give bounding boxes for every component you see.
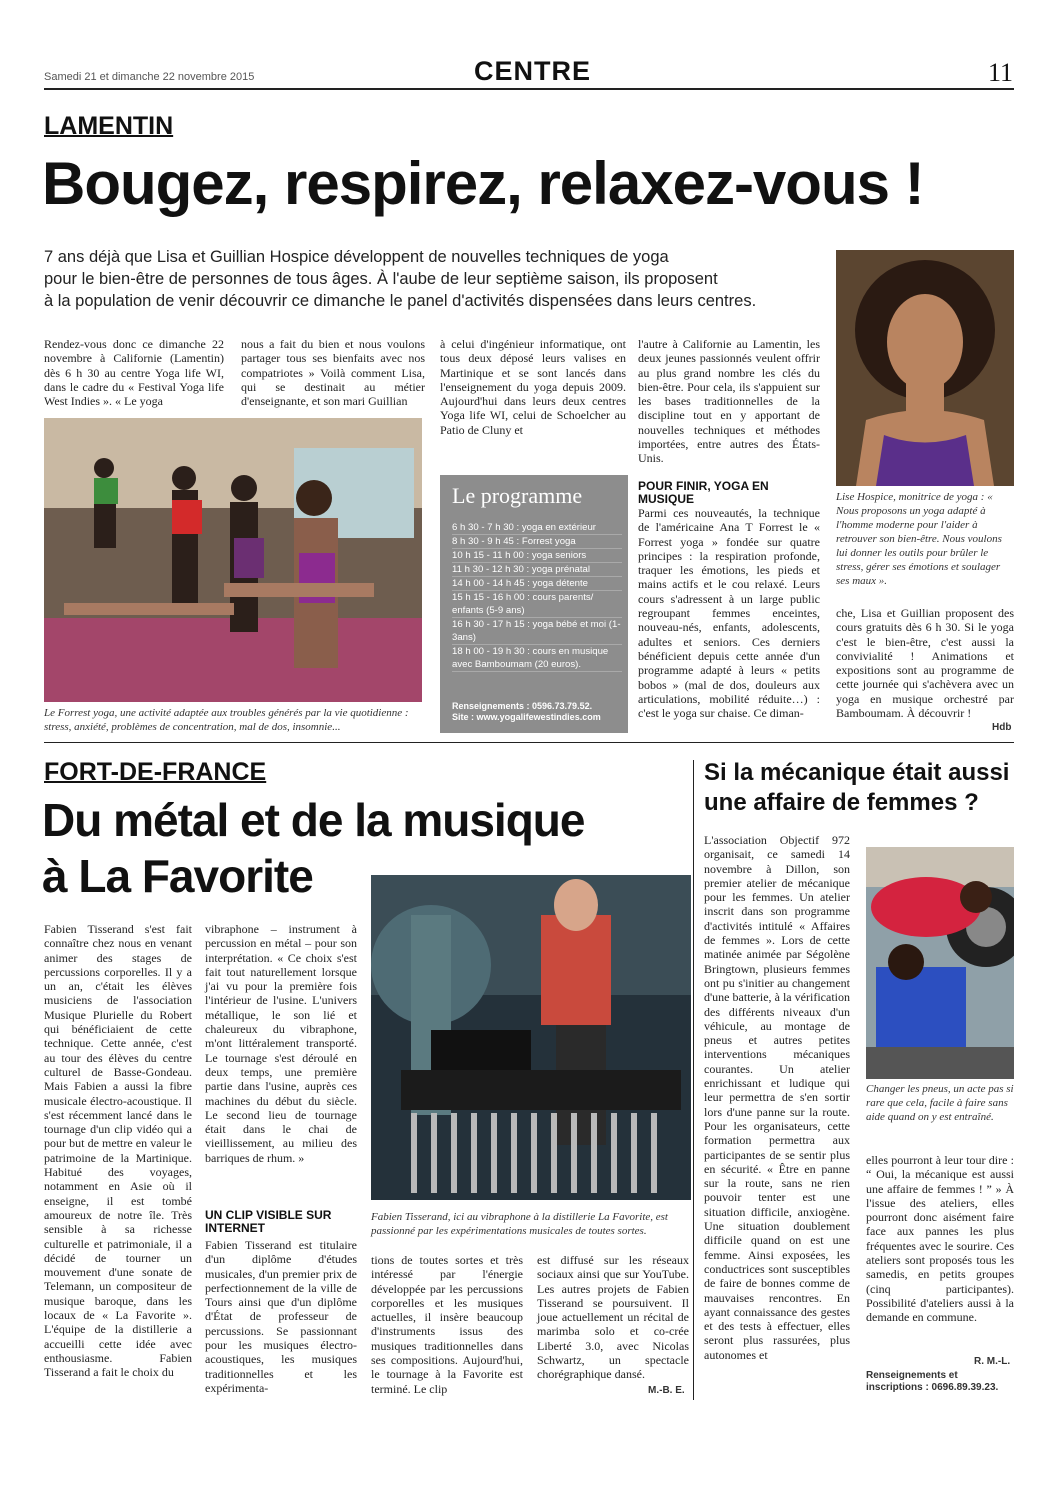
program-item: 11 h 30 - 12 h 30 : yoga prénatal [452,563,622,577]
issue-date: Samedi 21 et dimanche 22 novembre 2015 [44,71,255,83]
header-rule [44,88,1014,90]
portrait-illustration [836,250,1014,486]
program-site: Site : www.yogalifewestindies.com [452,712,601,722]
lead-line: 7 ans déjà que Lisa et Guillian Hospice développent de nouvelles techniques de yoga [44,248,669,266]
article3-col1: L'association Objectif 972 organisait, ce samedi 14 novembre à Dillon, son premier atelier de mécanique pour les femmes. Un atelier inscrit dans son programme d'activités intitulé « Affaires de femmes ». Lors de cette matinée animée par Ségolène Bringtown, plusieurs femmes ont pu s'initier au changement d'une batterie, à la vérification des différents niveaux d'un véhicule, au montage de pneus et autres petites interventions mécaniques courantes. Un atelier enrichissant et ludique qui leur permettra de s'en sortir lors d'une panne sur la route. Pour les organisateurs, cette formation permettra aux participantes de se sentir plus en sécurité. « Être en panne sur la route, sans ne rien pouvoir tenter est une situation difficile, anxiogène. Une situation doublement difficile quand on est une femme. Ainsi exposées, les conductrices sont susceptibles de faire de bonnes comme de mauvaises rencontres. En ayant connaissance des gestes et des tests à effectuer, elles seront plus rassurées, plus autonomes et [704,833,850,1362]
program-item: 18 h 00 - 19 h 30 : cours en musique avec Bamboumam (20 euros). [452,645,622,672]
portrait-caption: Lise Hospice, monitrice de yoga : « Nous proposons un yoga adapté à l'homme moderne pour l'aider à retrouver son bien-être. Nous voulons lui donner les outils pour brûler le stress, gérer ses émotions et soulager ses maux ». [836,491,1002,587]
lead-line: pour le bien-être de personnes de tous âges. À l'aube de leur septième saison, ils proposent [44,270,718,288]
article2-col2b: Fabien Tisserand est titulaire d'un diplôme d'études musicales, d'un premier prix de perfectionnement de la ville de Tours ainsi que d'un diplôme d'État de professeur de percussions. Se passionnant pour les musiques électro-acoustiques, les musiques traditionnelles et les expérimenta- [205,1238,357,1395]
article3-col2: elles pourront à leur tour dire : “ Oui, la mécanique est aussi une affaire de femmes ! ” » À l'issue des ateliers, elles pourront donc aisément faire face aux pannes les plus fréquentes avec le sourire. Ces ateliers sont proposés tous les samedis, en petits groupes (cinq participantes). Possibilité d'ateliers aussi à la demande en commune. [866,1153,1014,1325]
section-rule [44,742,1014,743]
yoga-class-photo [44,418,422,702]
article2-subhead: UN CLIP VISIBLE SUR INTERNET [205,1208,332,1235]
article3-headline-line1: Si la mécanique était aussi [704,759,1010,786]
article1-col5: che, Lisa et Guillian proposent des cours gratuits dès 6 h 30. Si le yoga c'est le bien-être, c'est aussi la convivialité ! Animations et expositions sont au programme de cette journée qui s'achèvera avec un yoga en musique orchestré par Bamboumam. À découvrir ! [836,606,1014,721]
mechanics-caption: Changer les pneus, un acte pas si rare que cela, facile à faire sans aide quand on y est entraîné. [866,1083,1014,1123]
article1-kicker: LAMENTIN [44,112,174,140]
program-item: 14 h 00 - 14 h 45 : yoga détente [452,577,622,591]
program-contact [452,701,601,723]
article2-signature: M.-B. E. [648,1385,685,1396]
vibraphone-caption: Fabien Tisserand, ici au vibraphone à la distillerie La Favorite, est passionné par les expérimentations musicales de toutes sortes. [371,1211,668,1237]
article1-subhead: POUR FINIR, YOGA EN MUSIQUE [638,479,769,506]
article1-col2: nous a fait du bien et nous voulons partager tous ses bienfaits avec nos compatriotes » Voilà comment Lisa, qui se destinait au métier d'enseignante, et son mari Guillian [241,337,425,409]
article3-info: Renseignements et inscriptions : 0696.89.39.23. [866,1370,999,1393]
yoga-photo-caption: Le Forrest yoga, une activité adaptée aux troubles générés par la vie quotidienne : stress, anxiété, problèmes de concentration, mal de dos, insomnie... [44,707,409,733]
article1-col4b: Parmi ces nouveautés, la technique de l'américaine Ana T Forrest le « Forrest yoga » fondée sur quatre principes : la respiration profonde, traquer les émotions, les pieds et mains actifs et le cou relaxé. Leurs cours s'adressent à un large public regroupant femmes enceintes, nouveau-nés, enfants, adolescents, adultes et seniors. Ces derniers bénéficient depuis cette année d'un programme adapté à leurs « petits bobos » (mal de dos, douleurs aux articulations, mobilité réduite…) : c'est le yoga sur chaise. Ce diman- [638,506,820,721]
article3-signature: R. M.-L. [974,1356,1011,1367]
article2-col3: tions de toutes sortes et très intéressé par l'énergie développée par les percussions corporelles et les musiques actuelles, il insère beaucoup d'instruments issus des musiques traditionnelles dans ses compositions. Aujourd'hui, le tournage à la Favorite est terminé. Le clip [371,1253,523,1396]
program-list [452,521,622,672]
program-title: Le programme [452,483,583,508]
vibraphone-photo [371,875,691,1200]
program-item: 15 h 15 - 16 h 00 : cours parents/ enfants (5-9 ans) [452,591,622,618]
article2-col2a: vibraphone – instrument à percussion en métal – pour son interprétation. « Ce choix s'est fait tout naturellement lorsque j'ai vu pour la première fois l'intérieur de l'usine. L'univers métallique, le son lié et chaleureux du vibraphone, m'ont littéralement transporté. Le tournage s'est déroulé en deux temps, une première partie dans l'usine, auprès ces machines du début du siècle. Le second lieu de tournage était dans le chai de vieillissement, au milieu des barriques de rhum. » [205,922,357,1165]
program-item: 6 h 30 - 7 h 30 : yoga en extérieur [452,521,622,535]
article1-headline: Bougez, respirez, relaxez-vous ! [42,150,924,217]
article1-lead [44,246,824,312]
article1-col1: Rendez-vous donc ce dimanche 22 novembre à Californie (Lamentin) dès 6 h 30 au centre Yoga life WI, dans le cadre du « Festival Yoga life West Indies ». « Le yoga [44,337,224,409]
program-item: 8 h 30 - 9 h 45 : Forrest yoga [452,535,622,549]
article2-kicker: FORT-DE-FRANCE [44,758,267,786]
portrait-photo [836,250,1014,486]
lead-line: à la population de venir découvrir ce dimanche le panel d'activités dispensées dans leurs centres. [44,292,757,310]
program-item: 10 h 15 - 11 h 00 : yoga seniors [452,549,622,563]
article3-headline [704,758,1009,818]
program-box [440,475,628,733]
article1-col4a: l'autre à Californie au Lamentin, les deux jeunes passionnés veulent offrir au plus grand nombre les clés du bien-être. Pour cela, ils s'appuient sur les bases traditionnelles de la discipline tout en y apportant de nouvelles techniques et méthodes importées, entre autres des États-Unis. [638,337,820,466]
program-phone: Renseignements : 0596.73.79.52. [452,701,593,711]
article2-headline-line1: Du métal et de la musique [42,794,585,846]
page-number: 11 [988,58,1014,87]
article1-col3: à celui d'ingénieur informatique, ont tous deux déposé leurs valises en Martinique et se sont lancés dans l'enseignement du yoga depuis 2009. Aujourd'hui dans leurs deux centres Yoga life WI, celui de Schoelcher au Patio de Cluny et [440,337,626,437]
section-name: CENTRE [474,56,592,86]
article1-signature: Hdb [992,722,1012,733]
program-item: 16 h 30 - 17 h 15 : yoga bébé et moi (1-3ans) [452,619,621,643]
article2-headline-line2: à La Favorite [42,850,313,902]
article3-border-left [693,760,694,1400]
article2-col4: est diffusé sur les réseaux sociaux ainsi que sur YouTube. Les autres projets de Fabien Tisserand se poursuivent. Il joue actuellement un récital de marimba solo et co-crée Liberté 3.0, avec Nicolas Schwartz, un spectacle chorégraphique dansé. [537,1253,689,1382]
vibraphone-illustration [371,875,691,1200]
yoga-photo-illustration [44,418,422,702]
mechanics-photo [866,847,1014,1079]
article2-col1: Fabien Tisserand s'est fait connaître chez nous en venant animer des stages de percussions corporelles. Il y a un an, c'était les élèves musiciens de l'association Musique Plurielle du Robert qui bénéficiaient de cette technique. Cette année, c'est au tour des élèves du centre culturel de Basse-Gondeau. Mais Fabien a aussi la fibre musicale électro-acoustique. Il s'est récemment lancé dans le tournage d'un clip vidéo qui a pour but de mettre en valeur le patrimoine de la Martinique. Habitué des voyages, notamment en Asie où il enseigne, il est tombé amoureux de notre île. Très sensible à sa richesse culturelle et patrimoniale, il a décidé de tourner un mouvement d'une sonate de Telemann, un compositeur de musique baroque, dans les locaux de « La Favorite ». L'équipe de la distillerie a accueilli cette idée avec enthousiasme. Fabien Tisserand a fait le choix du [44,922,192,1380]
mechanics-illustration [866,847,1014,1079]
article3-headline-line2: une affaire de femmes ? [704,789,979,816]
